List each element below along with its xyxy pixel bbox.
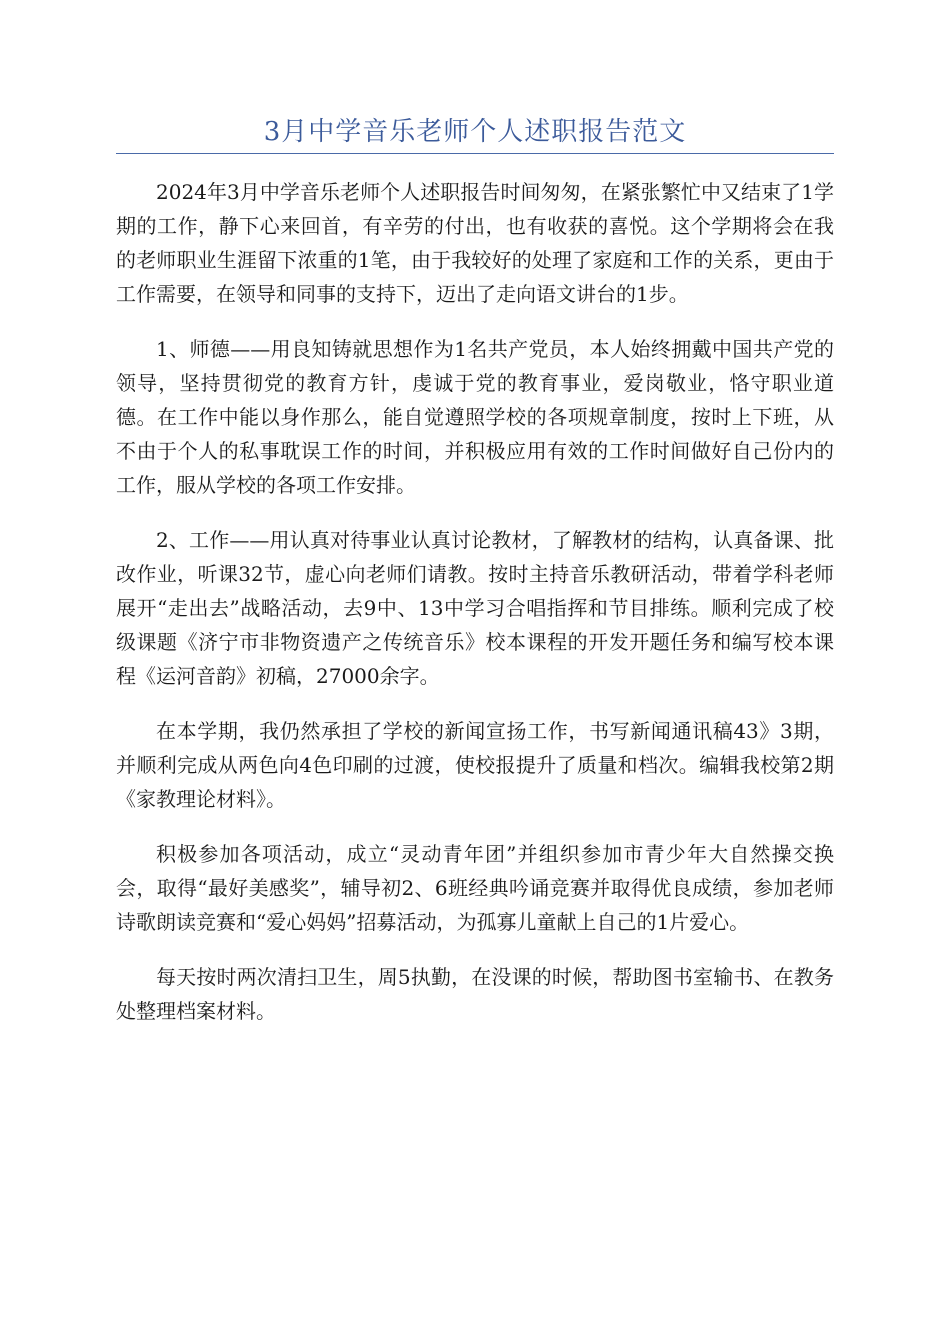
paragraph-daily-duties: 每天按时两次清扫卫生，周5执勤，在没课的时候，帮助图书室输书、在教务处整理档案材料。 [116,965,834,1023]
paragraph-publicity: 在本学期，我仍然承担了学校的新闻宣扬工作，书写新闻通讯稿43》3期，并顺利完成从两色向4色印刷的过渡，使校报提升了质量和档次。编辑我校第2期《家教理论材料》。 [116,719,834,811]
document-body [116,175,834,1049]
paragraph-ethics: 1、师德——用良知铸就思想作为1名共产党员，本人始终拥戴中国共产党的领导，坚持贯彻党的教育方针，虔诚于党的教育事业，爱岗敬业，恪守职业道德。在工作中能以身作那么，能自觉遵照学校的各项规章制度，按时上下班，从不由于个人的私事耽误工作的时间，并积极应用有效的工作时间做好自己份内的工作，服从学校的各项工作安排。 [116,337,834,497]
document-title: 3月中学音乐老师个人述职报告范文 [263,117,687,147]
paragraph-intro: 2024年3月中学音乐老师个人述职报告时间匆匆，在紧张繁忙中又结束了1学期的工作，静下心来回首，有辛劳的付出，也有收获的喜悦。这个学期将会在我的老师职业生涯留下浓重的1笔，由于我较好的处理了家庭和工作的关系，更由于工作需要，在领导和同事的支持下，迈出了走向语文讲台的1步。 [116,180,834,306]
paragraph-activities: 积极参加各项活动，成立“灵动青年团”并组织参加市青少年大自然操交换会，取得“最好美感奖”，辅导初2、6班经典吟诵竞赛并取得优良成绩，参加老师诗歌朗读竞赛和“爱心妈妈”招募活动，为孤寡儿童献上自己的1片爱心。 [116,842,834,934]
title-underline [116,153,834,154]
paragraph-work: 2、工作——用认真对待事业认真讨论教材，了解教材的结构，认真备课、批改作业，听课32节，虚心向老师们请教。按时主持音乐教研活动，带着学科老师展开“走出去”战略活动，去9中、13中学习合唱指挥和节目排练。顺利完成了校级课题《济宁市非物资遗产之传统音乐》校本课程的开发开题任务和编写校本课程《运河音韵》初稿，27000余字。 [116,528,834,688]
